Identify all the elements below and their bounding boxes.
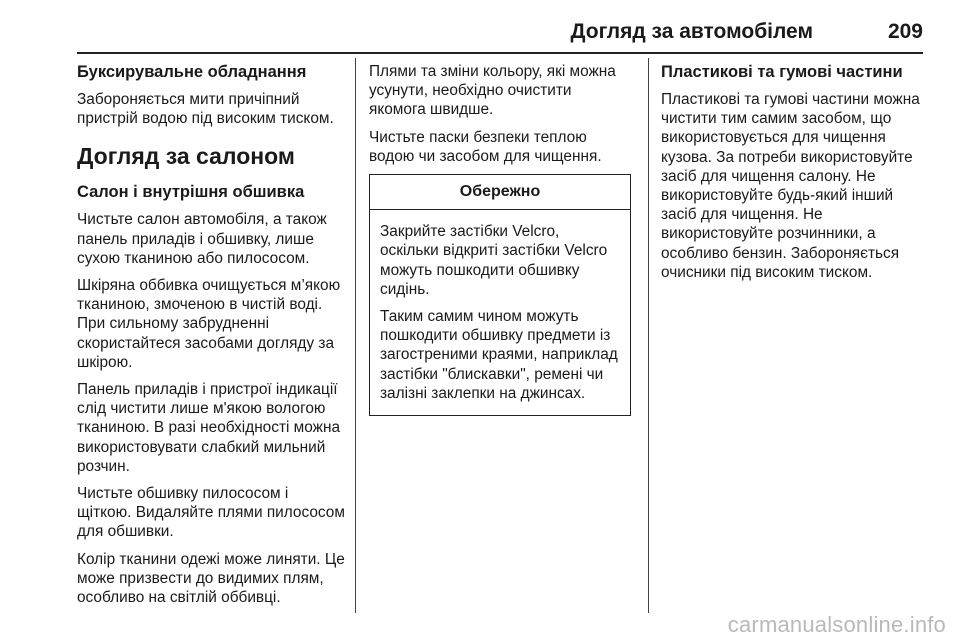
page-number: 209: [887, 20, 923, 43]
caution-body: [370, 210, 630, 415]
caution-box: [369, 174, 631, 416]
section-heading-towing: Буксирувальне обладнання: [77, 63, 307, 81]
section-heading-interior-trim: Салон і внутрішня обшивка: [77, 183, 305, 202]
watermark: carmanualsonline.info: [727, 612, 946, 637]
paragraph: Панель приладів і пристрої індикації слід чистити лише м'якою вологою тканиною. В разі необхідності можна використовувати слабкий мильний розчин.: [77, 381, 341, 475]
section-heading-plastic-rubber: Пластикові та гумові частини: [661, 63, 903, 81]
caution-paragraph: Закрийте застібки Velcro, оскільки відкриті застібки Velcro можуть пошкодити обшивку сидінь.: [380, 223, 608, 298]
caution-title: Обережно: [370, 175, 630, 210]
column-left: [77, 62, 345, 615]
column-right: [661, 62, 926, 290]
paragraph: Плями та зміни кольору, які можна усунути, необхідно очистити якомога швидше.: [369, 63, 616, 119]
paragraph: Чистьте обшивку пилососом і щіткою. Видаляйте плями пилососом для обшивки.: [77, 485, 345, 541]
paragraph: Чистьте салон автомобіля, а також панель приладів і обшивку, лише сухою тканиною або пилососом.: [77, 211, 327, 267]
caution-paragraph: Таким самим чином можуть пошкодити обшивку предмети із загостреними краями, наприклад застібки "блискавки", ремені чи залізні заклепки на джинсах.: [380, 308, 618, 402]
column-divider: [648, 58, 649, 613]
section-title-interior-care: Догляд за салоном: [77, 143, 295, 170]
column-middle: [369, 62, 631, 416]
column-divider: [355, 58, 356, 613]
paragraph: Колір тканини одежі може линяти. Це може призвести до видимих плям, особливо на світлій оббивці.: [77, 550, 345, 607]
paragraph: Чистьте паски безпеки теплою водою чи засобом для чищення.: [369, 128, 602, 165]
header-rule: [77, 52, 923, 54]
paragraph: Пластикові та гумові частини можна чистити тим самим засобом, що використовується для чищення кузова. За потреби використовуйте засіб для чищення салону. Не використовуйте будь-який інший засіб для чищення. Не використовуйте розчинники, а особливо бензин. Забороняється очисники під високим тиском.: [661, 91, 920, 281]
paragraph: Забороняється мити причіпний пристрій водою під високим тиском.: [77, 91, 334, 128]
page-title: Догляд за автомобілем: [570, 20, 813, 43]
page-header: [77, 18, 923, 48]
paragraph: Шкіряна оббивка очищується м’якою тканиною, змоченою в чистій воді. При сильному забрудненні скористайтеся засобами догляду за шкірою.: [77, 277, 341, 371]
